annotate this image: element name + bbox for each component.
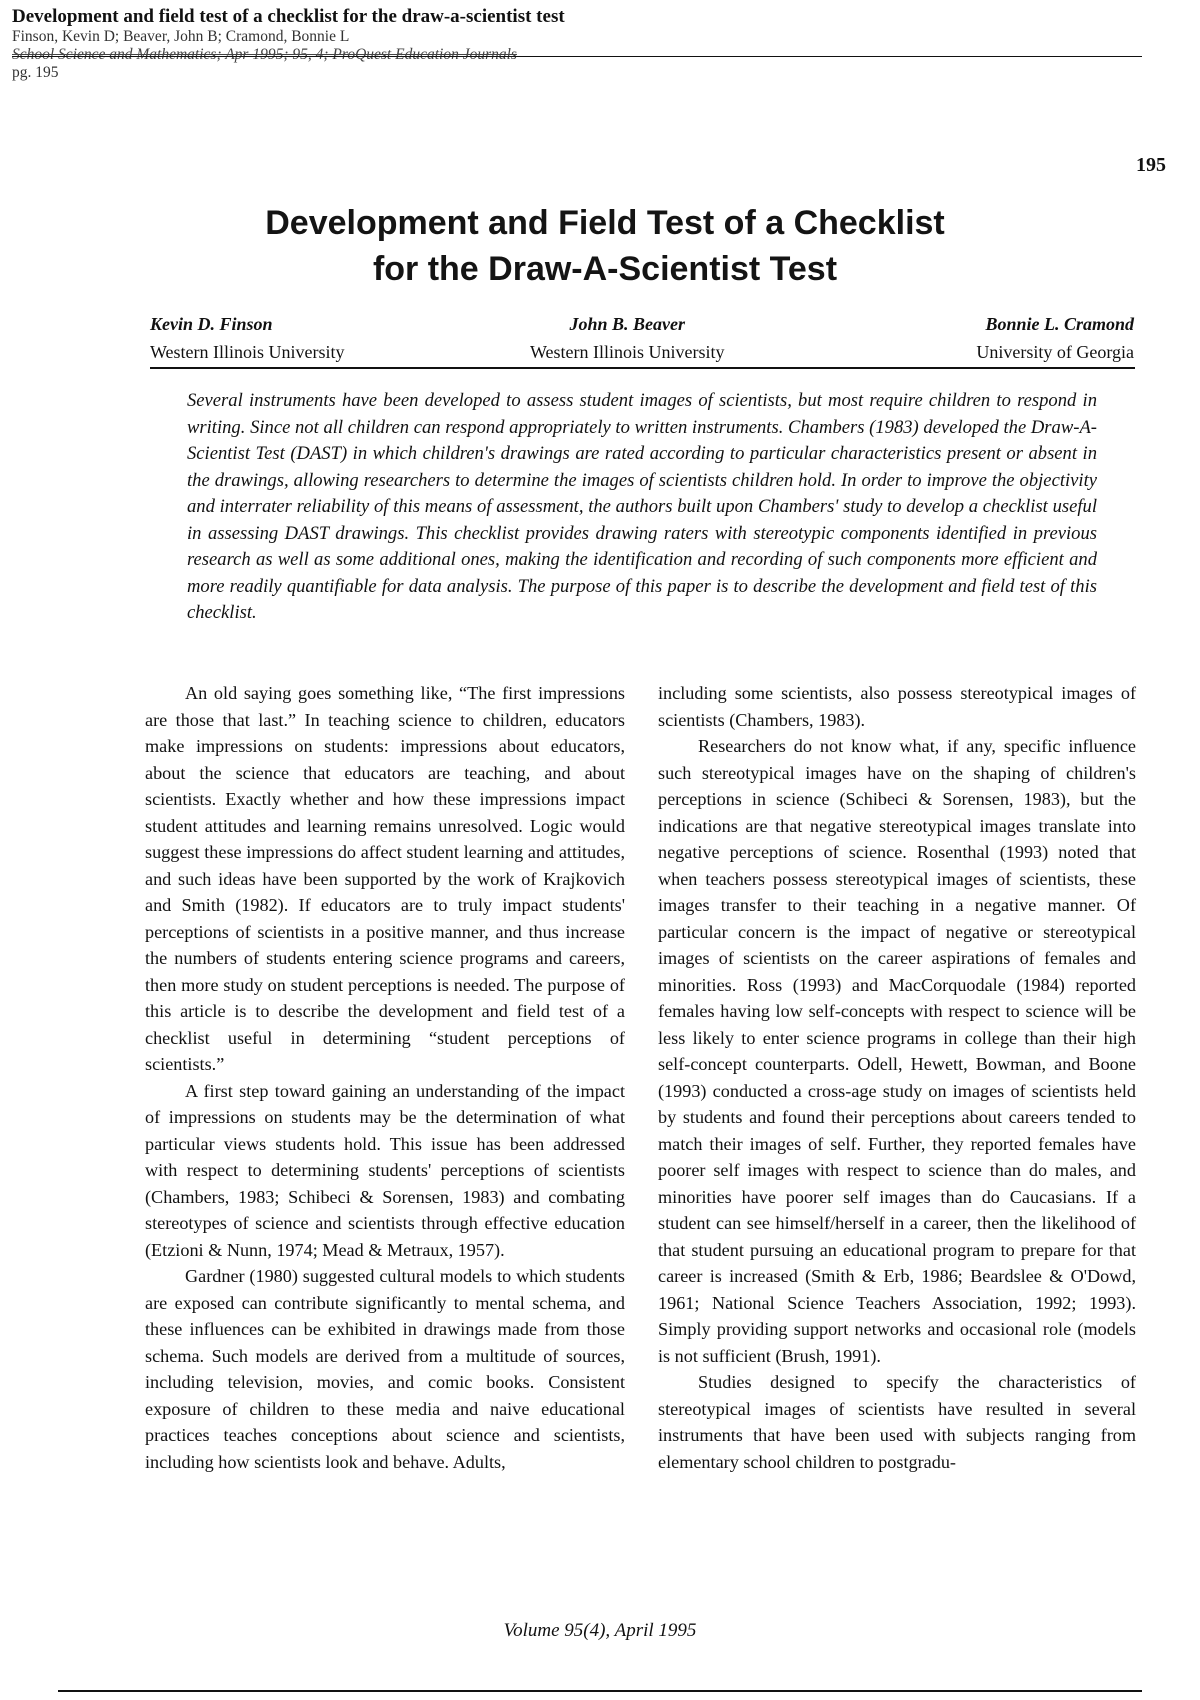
author-block-3 <box>976 310 1134 366</box>
body-paragraph: Researchers do not know what, if any, specific influence such stereotypical images have on the shaping of children's perceptions in science (Schibeci & Sorensen, 1983), but the indications are that negative stereotypical images translate into negative perceptions of science. Rosenthal (1993) noted that when teachers possess stereotypical images of scientists, these images transfer to their teaching in a negative manner. Of particular concern is the impact of negative or stereotypical images of scientists on the career aspirations of females and minorities. Ross (1993) and MacCorquodale (1984) reported females having low self-concepts with respect to science will be less likely to enter science programs in college than their high self-concept counterparts. Odell, Hewett, Bowman, and Boone (1993) conducted a cross-age study on images of scientists held by students and found their perceptions about careers tended to match their images of self. Further, they reported females have poorer self images with respect to science than do males, and minorities have poorer self images than do Caucasians. If a student can see himself/herself in a career, then the likelihood of that student pursuing an educational program to prepare for that career is increased (Smith & Erb, 1986; Beardslee & O'Dowd, 1961; National Science Teachers Association, 1992; 1993). Simply providing support networks and occasional role (models is not sufficient (Brush, 1991). <box>658 736 1136 1366</box>
body-paragraph: including some scientists, also possess stereotypical images of scientists (Chambers, 1983). <box>658 683 1136 730</box>
author-block-2 <box>530 310 725 366</box>
page-footer: Volume 95(4), April 1995 <box>503 1620 697 1641</box>
body-column-right <box>658 680 1136 1475</box>
article-title-line-2: for the Draw-A-Scientist Test <box>372 250 838 288</box>
body-paragraph: A first step toward gaining an understanding of the impact of impressions on students may be the determination of what particular views students hold. This issue has been addressed with respect to determining students' perceptions of scientists (Chambers, 1983; Schibeci & Sorensen, 1983) and combating stereotypes of science and scientists through effective education (Etzioni & Nunn, 1974; Mead & Metraux, 1957). <box>145 1080 625 1260</box>
author-block-1 <box>150 310 345 366</box>
body-column-left <box>145 680 625 1475</box>
header-journal: School Science and Mathematics; Apr 1995; 95, 4; ProQuest Education Journals <box>12 46 517 63</box>
article-title-line-1: Development and Field Test of a Checklist <box>265 204 945 242</box>
abstract: Several instruments have been developed to assess student images of scientists, but most require children to respond in writing. Since not all children can respond appropriately to written instruments. Chambers (1983) developed the Draw-A-Scientist Test (DAST) in which children's drawings are rated according to particular characteristics present or absent in the drawings, allowing researchers to determine the images of scientists children hold. In order to improve the objectivity and interrater reliability of this means of assessment, the authors built upon Chambers' study to develop a checklist useful in assessing DAST drawings. This checklist provides drawing raters with stereotypic components identified in previous research as well as some additional ones, making the identification and recording of such components more efficient and more readily quantifiable for data analysis. The purpose of this paper is to describe the development and field test of this checklist. <box>187 390 1097 623</box>
author-affiliation: Western Illinois University <box>530 342 725 362</box>
header-page: pg. 195 <box>12 64 59 81</box>
body-paragraph: Studies designed to specify the characteristics of stereotypical images of scientists have resulted in several instruments that have been used with subjects ranging from elementary school children to postgradu- <box>658 1372 1136 1472</box>
document-header <box>12 6 1142 82</box>
header-title: Development and field test of a checklist for the draw-a-scientist test <box>12 6 565 27</box>
author-name: John B. Beaver <box>569 314 686 334</box>
author-name: Kevin D. Finson <box>150 314 273 334</box>
author-rule <box>150 367 1135 369</box>
header-authors: Finson, Kevin D; Beaver, John B; Cramond, Bonnie L <box>12 28 350 45</box>
bottom-rule <box>58 1690 1142 1692</box>
body-paragraph: Gardner (1980) suggested cultural models to which students are exposed can contribute significantly to mental schema, and these influences can be exhibited in drawings made from those schema. Such models are derived from a multitude of sources, including television, movies, and comic books. Consistent exposure of children to these media and naive educational practices teaches conceptions about science and scientists, including how scientists look and behave. Adults, <box>145 1266 625 1472</box>
body-paragraph: An old saying goes something like, “The first impressions are those that last.” In teaching science to children, educators make impressions on students: impressions about educators, about the science that educators are teaching, and about scientists. Exactly whether and how these impressions impact student attitudes and learning remains unresolved. Logic would suggest these impressions do affect student learning and attitudes, and such ideas have been supported by the work of Krajkovich and Smith (1982). If educators are to truly impact students' perceptions of scientists in a positive manner, and thus increase the numbers of students entering science programs and careers, then more study on student perceptions is needed. The purpose of this article is to describe the development and field test of a checklist useful in determining “student perceptions of scientists.” <box>145 683 625 1074</box>
header-rule <box>12 56 1142 57</box>
page-number: 195 <box>1136 154 1166 176</box>
article-title <box>140 200 1070 292</box>
author-affiliation: Western Illinois University <box>150 342 345 362</box>
author-name: Bonnie L. Cramond <box>985 314 1134 334</box>
author-affiliation: University of Georgia <box>976 342 1134 362</box>
